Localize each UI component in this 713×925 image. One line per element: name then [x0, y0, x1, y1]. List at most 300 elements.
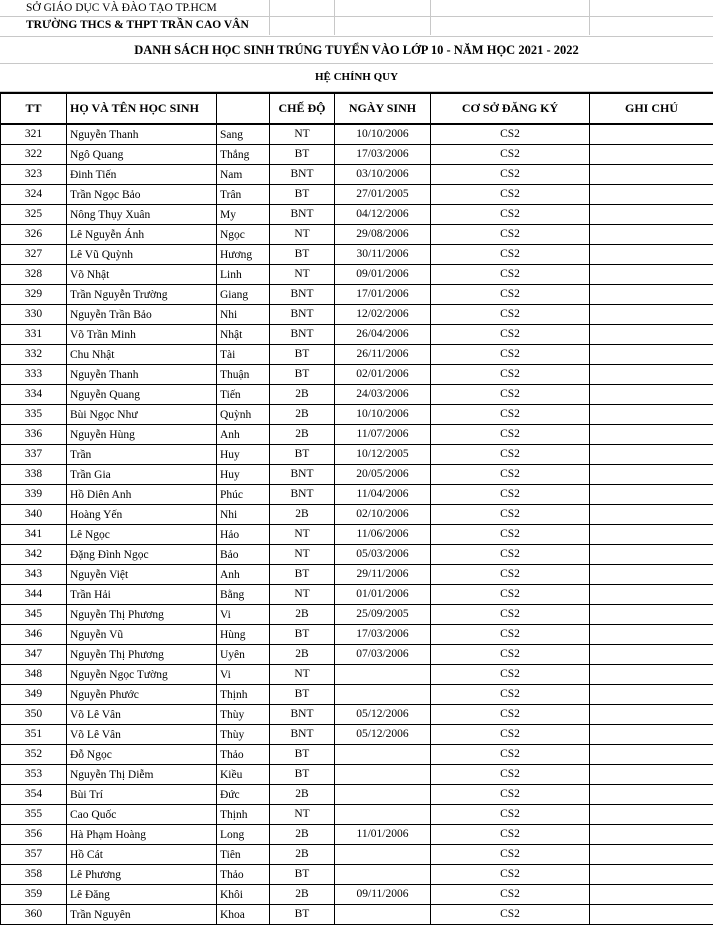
cell-campus: CS2 [431, 385, 590, 405]
cell-dob: 30/11/2006 [335, 245, 431, 265]
cell-dob: 02/10/2006 [335, 505, 431, 525]
cell-tt: 321 [1, 124, 67, 145]
table-row [1, 905, 713, 925]
cell-campus: CS2 [431, 845, 590, 865]
cell-dob: 10/10/2006 [335, 405, 431, 425]
cell-dob: 17/01/2006 [335, 285, 431, 305]
cell-first-name: Giang [217, 285, 270, 305]
cell-campus: CS2 [431, 185, 590, 205]
table-row [1, 325, 713, 345]
cell-dob [335, 765, 431, 785]
cell-first-name: Hảo [217, 525, 270, 545]
cell-first-name: Hương [217, 245, 270, 265]
table-body [1, 124, 713, 925]
cell-first-name: Tiến [217, 385, 270, 405]
cell-tt: 354 [1, 785, 67, 805]
cell-tt: 341 [1, 525, 67, 545]
cell-name: Bùi Ngọc Như [67, 405, 217, 425]
cell-regime: NT [270, 265, 335, 285]
table-row [1, 565, 713, 585]
cell-dob: 25/09/2005 [335, 605, 431, 625]
cell-tt: 326 [1, 225, 67, 245]
cell-tt: 343 [1, 565, 67, 585]
column-header-note: GHI CHÚ [590, 93, 713, 124]
cell-regime: BT [270, 745, 335, 765]
cell-tt: 348 [1, 665, 67, 685]
cell-dob: 17/03/2006 [335, 625, 431, 645]
cell-dob: 09/11/2006 [335, 885, 431, 905]
cell-dob [335, 745, 431, 765]
cell-dob: 05/03/2006 [335, 545, 431, 565]
cell-first-name: Khôi [217, 885, 270, 905]
cell-note [590, 545, 713, 565]
cell-tt: 331 [1, 325, 67, 345]
cell-first-name: Kiều [217, 765, 270, 785]
table-row [1, 405, 713, 425]
cell-tt: 324 [1, 185, 67, 205]
cell-regime: BT [270, 765, 335, 785]
cell-campus: CS2 [431, 345, 590, 365]
cell-dob [335, 805, 431, 825]
table-row [1, 485, 713, 505]
cell-dob: 03/10/2006 [335, 165, 431, 185]
cell-campus: CS2 [431, 825, 590, 845]
cell-regime: BNT [270, 705, 335, 725]
table-row [1, 245, 713, 265]
cell-tt: 357 [1, 845, 67, 865]
table-row [1, 445, 713, 465]
cell-note [590, 565, 713, 585]
cell-note [590, 165, 713, 185]
cell-tt: 347 [1, 645, 67, 665]
cell-dob: 11/07/2006 [335, 425, 431, 445]
cell-first-name: Thắng [217, 145, 270, 165]
cell-note [590, 265, 713, 285]
cell-name: Ngô Quang [67, 145, 217, 165]
cell-campus: CS2 [431, 165, 590, 185]
cell-dob: 29/11/2006 [335, 565, 431, 585]
cell-tt: 356 [1, 825, 67, 845]
cell-regime: NT [270, 124, 335, 145]
table-row [1, 805, 713, 825]
cell-name: Võ Lê Vân [67, 705, 217, 725]
table-row [1, 865, 713, 885]
cell-name: Trần Nguyễn Trường [67, 285, 217, 305]
table-row [1, 845, 713, 865]
cell-name: Nguyễn Phước [67, 685, 217, 705]
cell-tt: 358 [1, 865, 67, 885]
table-row [1, 145, 713, 165]
cell-dob: 26/04/2006 [335, 325, 431, 345]
cell-note [590, 305, 713, 325]
cell-tt: 327 [1, 245, 67, 265]
cell-dob: 17/03/2006 [335, 145, 431, 165]
cell-campus: CS2 [431, 525, 590, 545]
department-name: SỞ GIÁO DỤC VÀ ĐÀO TẠO TP.HCM [26, 0, 217, 16]
cell-note [590, 765, 713, 785]
table-row [1, 645, 713, 665]
cell-first-name: Anh [217, 425, 270, 445]
cell-name: Nguyễn Việt [67, 565, 217, 585]
cell-name: Nguyễn Thị Phương [67, 605, 217, 625]
cell-name: Chu Nhật [67, 345, 217, 365]
department-row [0, 0, 713, 17]
cell-campus: CS2 [431, 625, 590, 645]
header-divider [430, 0, 431, 35]
cell-campus: CS2 [431, 545, 590, 565]
cell-regime: BNT [270, 285, 335, 305]
cell-name: Nguyễn Trần Bảo [67, 305, 217, 325]
cell-note [590, 145, 713, 165]
cell-name: Trần Nguyên [67, 905, 217, 925]
cell-name: Bùi Trí [67, 785, 217, 805]
cell-campus: CS2 [431, 725, 590, 745]
cell-first-name: Thịnh [217, 685, 270, 705]
cell-regime: 2B [270, 885, 335, 905]
cell-first-name: Bảo [217, 545, 270, 565]
cell-campus: CS2 [431, 365, 590, 385]
cell-regime: BT [270, 185, 335, 205]
cell-first-name: Phúc [217, 485, 270, 505]
cell-dob: 07/03/2006 [335, 645, 431, 665]
cell-name: Đỗ Ngọc [67, 745, 217, 765]
table-row [1, 745, 713, 765]
cell-tt: 322 [1, 145, 67, 165]
table-row [1, 365, 713, 385]
cell-name: Hoàng Yến [67, 505, 217, 525]
cell-note [590, 385, 713, 405]
cell-dob: 10/12/2005 [335, 445, 431, 465]
cell-dob: 26/11/2006 [335, 345, 431, 365]
cell-regime: NT [270, 225, 335, 245]
cell-name: Hà Phạm Hoàng [67, 825, 217, 845]
cell-regime: BT [270, 905, 335, 925]
cell-note [590, 405, 713, 425]
cell-first-name: My [217, 205, 270, 225]
cell-campus: CS2 [431, 745, 590, 765]
cell-note [590, 245, 713, 265]
school-name: TRƯỜNG THCS & THPT TRẦN CAO VÂN [26, 16, 249, 35]
cell-dob [335, 905, 431, 925]
cell-note [590, 325, 713, 345]
cell-regime: 2B [270, 645, 335, 665]
table-row [1, 465, 713, 485]
cell-tt: 350 [1, 705, 67, 725]
cell-tt: 332 [1, 345, 67, 365]
cell-dob: 01/01/2006 [335, 585, 431, 605]
cell-regime: NT [270, 525, 335, 545]
cell-tt: 346 [1, 625, 67, 645]
cell-campus: CS2 [431, 245, 590, 265]
cell-name: Trần Gia [67, 465, 217, 485]
cell-regime: BT [270, 145, 335, 165]
cell-name: Võ Lê Vân [67, 725, 217, 745]
table-row [1, 825, 713, 845]
cell-name: Hồ Cát [67, 845, 217, 865]
cell-note [590, 685, 713, 705]
cell-name: Hồ Diên Anh [67, 485, 217, 505]
cell-first-name: Nhi [217, 305, 270, 325]
cell-tt: 334 [1, 385, 67, 405]
student-table [0, 92, 713, 925]
table-row [1, 225, 713, 245]
cell-note [590, 525, 713, 545]
cell-first-name: Thuận [217, 365, 270, 385]
cell-name: Trần Ngọc Bảo [67, 185, 217, 205]
cell-dob: 05/12/2006 [335, 725, 431, 745]
cell-tt: 360 [1, 905, 67, 925]
cell-first-name: Vi [217, 665, 270, 685]
cell-name: Võ Trần Minh [67, 325, 217, 345]
cell-name: Nguyễn Thị Diễm [67, 765, 217, 785]
cell-first-name: Thảo [217, 865, 270, 885]
cell-dob: 10/10/2006 [335, 124, 431, 145]
cell-tt: 323 [1, 165, 67, 185]
cell-tt: 355 [1, 805, 67, 825]
cell-campus: CS2 [431, 425, 590, 445]
cell-tt: 336 [1, 425, 67, 445]
table-row [1, 685, 713, 705]
cell-dob [335, 845, 431, 865]
cell-campus: CS2 [431, 505, 590, 525]
cell-dob: 12/02/2006 [335, 305, 431, 325]
cell-regime: 2B [270, 385, 335, 405]
table-row [1, 285, 713, 305]
cell-dob: 11/01/2006 [335, 825, 431, 845]
cell-tt: 349 [1, 685, 67, 705]
cell-tt: 325 [1, 205, 67, 225]
cell-regime: BT [270, 865, 335, 885]
cell-note [590, 365, 713, 385]
cell-first-name: Bằng [217, 585, 270, 605]
table-row [1, 625, 713, 645]
cell-campus: CS2 [431, 305, 590, 325]
cell-note [590, 705, 713, 725]
cell-first-name: Anh [217, 565, 270, 585]
table-row [1, 265, 713, 285]
cell-name: Trần Hải [67, 585, 217, 605]
cell-name: Nguyễn Thanh [67, 124, 217, 145]
cell-campus: CS2 [431, 145, 590, 165]
cell-first-name: Khoa [217, 905, 270, 925]
cell-note [590, 785, 713, 805]
cell-note [590, 605, 713, 625]
cell-dob: 29/08/2006 [335, 225, 431, 245]
cell-first-name: Nam [217, 165, 270, 185]
header-divider [269, 0, 270, 35]
table-row [1, 124, 713, 145]
table-row [1, 425, 713, 445]
table-row [1, 665, 713, 685]
cell-note [590, 745, 713, 765]
cell-name: Lê Đăng [67, 885, 217, 905]
cell-regime: BNT [270, 325, 335, 345]
cell-tt: 342 [1, 545, 67, 565]
column-header-tt: TT [1, 93, 67, 124]
cell-campus: CS2 [431, 865, 590, 885]
cell-regime: 2B [270, 405, 335, 425]
cell-first-name: Thùy [217, 725, 270, 745]
cell-regime: BNT [270, 725, 335, 745]
cell-campus: CS2 [431, 265, 590, 285]
cell-note [590, 805, 713, 825]
cell-first-name: Thảo [217, 745, 270, 765]
cell-campus: CS2 [431, 885, 590, 905]
cell-first-name: Sang [217, 124, 270, 145]
cell-first-name: Nhi [217, 505, 270, 525]
table-row [1, 525, 713, 545]
cell-campus: CS2 [431, 785, 590, 805]
cell-regime: 2B [270, 425, 335, 445]
cell-name: Đặng Đình Ngọc [67, 545, 217, 565]
cell-first-name: Tiên [217, 845, 270, 865]
cell-dob: 11/06/2006 [335, 525, 431, 545]
cell-campus: CS2 [431, 225, 590, 245]
cell-tt: 329 [1, 285, 67, 305]
cell-tt: 330 [1, 305, 67, 325]
header-divider [589, 0, 590, 35]
cell-first-name: Linh [217, 265, 270, 285]
cell-first-name: Long [217, 825, 270, 845]
cell-regime: BT [270, 445, 335, 465]
cell-note [590, 825, 713, 845]
cell-name: Võ Nhật [67, 265, 217, 285]
page-title: DANH SÁCH HỌC SINH TRÚNG TUYỂN VÀO LỚP 10 - NĂM HỌC 2021 - 2022 [0, 37, 713, 64]
cell-note [590, 225, 713, 245]
cell-note [590, 205, 713, 225]
school-row [0, 17, 713, 37]
cell-regime: BNT [270, 165, 335, 185]
cell-dob [335, 665, 431, 685]
table-row [1, 605, 713, 625]
cell-tt: 352 [1, 745, 67, 765]
cell-campus: CS2 [431, 445, 590, 465]
cell-note [590, 285, 713, 305]
cell-campus: CS2 [431, 905, 590, 925]
table-row [1, 505, 713, 525]
cell-note [590, 465, 713, 485]
table-row [1, 165, 713, 185]
cell-name: Lê Phương [67, 865, 217, 885]
cell-dob [335, 865, 431, 885]
cell-first-name: Tài [217, 345, 270, 365]
cell-name: Nguyễn Hùng [67, 425, 217, 445]
cell-tt: 338 [1, 465, 67, 485]
cell-note [590, 585, 713, 605]
cell-first-name: Vi [217, 605, 270, 625]
cell-campus: CS2 [431, 465, 590, 485]
cell-name: Nguyễn Ngọc Tường [67, 665, 217, 685]
table-row [1, 725, 713, 745]
cell-tt: 351 [1, 725, 67, 745]
cell-name: Cao Quốc [67, 805, 217, 825]
column-header-name: HỌ VÀ TÊN HỌC SINH [67, 93, 217, 124]
table-row [1, 765, 713, 785]
cell-regime: BT [270, 685, 335, 705]
cell-note [590, 625, 713, 645]
table-row [1, 545, 713, 565]
cell-first-name: Hùng [217, 625, 270, 645]
cell-note [590, 124, 713, 145]
cell-tt: 359 [1, 885, 67, 905]
cell-campus: CS2 [431, 665, 590, 685]
cell-campus: CS2 [431, 765, 590, 785]
cell-regime: BT [270, 345, 335, 365]
cell-regime: BT [270, 245, 335, 265]
table-row [1, 305, 713, 325]
column-header-campus: CƠ SỞ ĐĂNG KÝ [431, 93, 590, 124]
cell-campus: CS2 [431, 585, 590, 605]
cell-tt: 335 [1, 405, 67, 425]
cell-dob: 09/01/2006 [335, 265, 431, 285]
cell-first-name: Quỳnh [217, 405, 270, 425]
cell-tt: 328 [1, 265, 67, 285]
cell-name: Lê Nguyễn Ánh [67, 225, 217, 245]
cell-campus: CS2 [431, 805, 590, 825]
table-row [1, 585, 713, 605]
cell-campus: CS2 [431, 565, 590, 585]
cell-dob: 27/01/2005 [335, 185, 431, 205]
cell-regime: BNT [270, 465, 335, 485]
cell-regime: BT [270, 565, 335, 585]
cell-tt: 340 [1, 505, 67, 525]
cell-campus: CS2 [431, 645, 590, 665]
table-row [1, 885, 713, 905]
cell-regime: NT [270, 545, 335, 565]
cell-note [590, 905, 713, 925]
table-row [1, 785, 713, 805]
cell-tt: 337 [1, 445, 67, 465]
cell-regime: 2B [270, 505, 335, 525]
cell-note [590, 425, 713, 445]
cell-regime: NT [270, 805, 335, 825]
cell-campus: CS2 [431, 285, 590, 305]
cell-dob [335, 685, 431, 705]
cell-name: Nguyễn Thị Phương [67, 645, 217, 665]
cell-campus: CS2 [431, 485, 590, 505]
cell-dob: 20/05/2006 [335, 465, 431, 485]
cell-regime: 2B [270, 605, 335, 625]
cell-dob: 05/12/2006 [335, 705, 431, 725]
cell-dob [335, 785, 431, 805]
cell-campus: CS2 [431, 685, 590, 705]
cell-name: Trần [67, 445, 217, 465]
cell-first-name: Huy [217, 445, 270, 465]
table-row [1, 385, 713, 405]
cell-campus: CS2 [431, 205, 590, 225]
cell-tt: 344 [1, 585, 67, 605]
cell-campus: CS2 [431, 605, 590, 625]
cell-tt: 345 [1, 605, 67, 625]
cell-note [590, 845, 713, 865]
cell-regime: 2B [270, 785, 335, 805]
cell-dob: 24/03/2006 [335, 385, 431, 405]
cell-name: Nguyễn Vũ [67, 625, 217, 645]
cell-note [590, 645, 713, 665]
cell-note [590, 885, 713, 905]
table-row [1, 185, 713, 205]
cell-regime: BNT [270, 305, 335, 325]
header-divider [334, 0, 335, 35]
cell-tt: 353 [1, 765, 67, 785]
cell-dob: 04/12/2006 [335, 205, 431, 225]
cell-first-name: Nhật [217, 325, 270, 345]
table-header-row [1, 93, 713, 124]
cell-note [590, 445, 713, 465]
cell-note [590, 505, 713, 525]
cell-regime: BNT [270, 205, 335, 225]
cell-first-name: Thùy [217, 705, 270, 725]
